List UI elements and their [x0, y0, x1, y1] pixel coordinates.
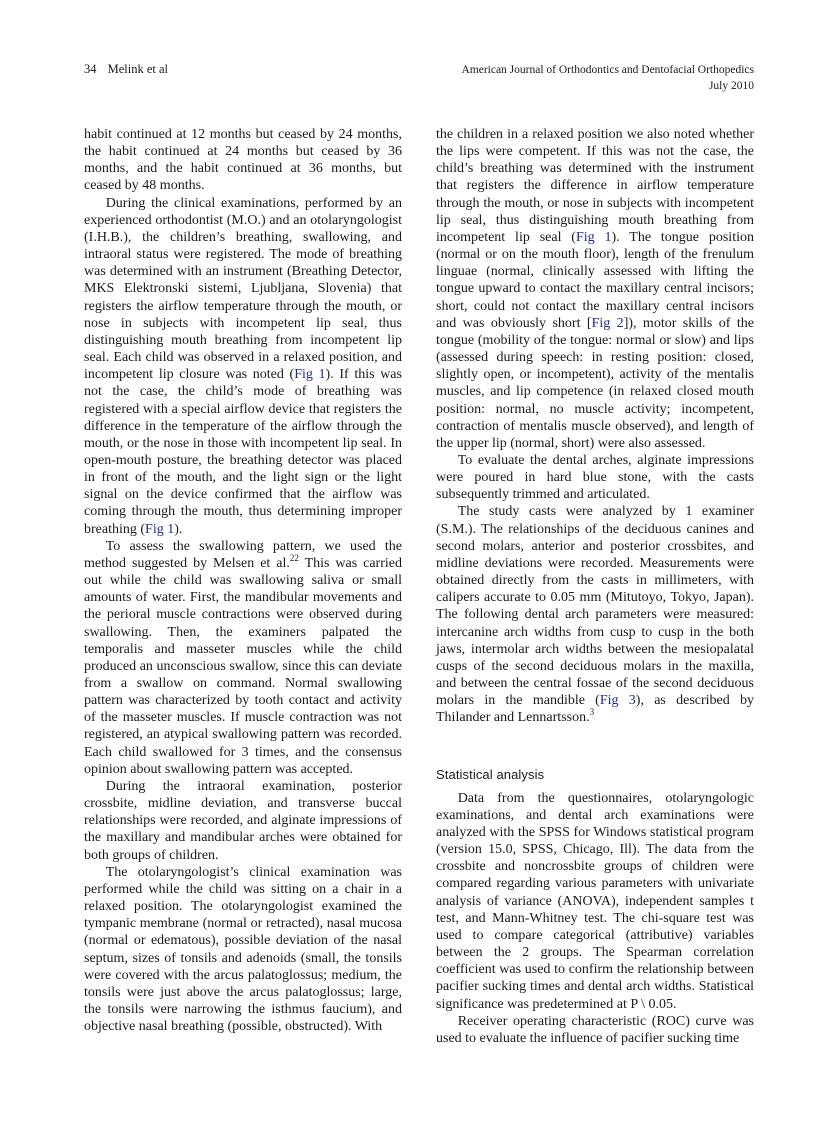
figure-link-fig3[interactable]: Fig 3: [599, 693, 636, 709]
figure-link-fig1[interactable]: Fig 1: [145, 521, 175, 537]
running-header-right: [461, 62, 754, 94]
paragraph-text: To assess the swallowing pattern, we used the method suggested by Melsen et al.: [84, 538, 402, 571]
paragraph: [84, 538, 402, 778]
paragraph-text: ]), motor skills of the tongue (mobility of the tongue: normal or slow) and lips (assessed during speech: in resting position: closed, slightly open, or incompetent), activity of the mentalis muscles, and lip competence (in relaxed closed mouth position: normal, no muscle activity; incompetent, contraction of mentalis muscle observed), and length of the upper lip (normal, short) were also assessed.: [436, 315, 754, 451]
paragraph-text: ). The tongue position (normal or on the mouth floor), length of the frenulum linguae (normal, clinically assessed with lifting the tongue upward to contact the maxillary central incisors; short, could not contact the maxillary central incisors and was obviously short [: [436, 229, 754, 331]
paragraph-text: ). If this was not the case, the child’s mode of breathing was registered with a special airflow device that registers the difference in the temperature of the airflow through the mouth, or the nose in those with incompetent lip seal. In open-mouth posture, the breathing detector was placed in front of the mouth, and the light sign or the light signal on the device confirmed that the airflow was coming through the mouth, thus determining improper breathing (: [84, 367, 402, 537]
paragraph-text: ), as described by Thilander and Lennartsson.: [436, 693, 755, 726]
figure-link-fig1[interactable]: Fig 1: [294, 367, 326, 383]
paragraph: The otolaryngologist’s clinical examination was performed while the child was sitting on a chair in a relaxed position. The otolaryngologist examined the tympanic membrane (normal or retracted), nasal mucosa (normal or edematous), possible deviation of the nasal septum, sizes of tonsils and adenoids (small, the tonsils were covered with the arcus palatoglossus; medium, the tonsils were just above the arcus palatoglossus; large, the tonsils were narrowing the isthmus faucium), and objective nasal breathing (possible, obstructed). With: [84, 864, 402, 1035]
figure-link-fig2[interactable]: Fig 2: [591, 315, 624, 331]
paragraph: [84, 195, 402, 538]
section-heading: Statistical analysis: [436, 767, 545, 783]
paragraph-text: This was carried out while the child was swallowing saliva or small amounts of water. First, the mandibular movements and the perioral muscle contractions were observed during swallowing. Then, the examiners palpated the temporalis and masseter muscles while the child produced an unconscious swallow, since this can deviate from a swallow on command. Normal swallowing pattern was characterized by tooth contact and activity of the masseter muscles. If muscle contraction was not registered, an atypical swallowing pattern was recorded. Each child swallowed for 3 times, and the consensus opinion about swallowing pattern was accepted.: [84, 555, 402, 777]
left-column: [84, 126, 402, 1035]
paragraph-text: During the clinical examinations, performed by an experienced orthodontist (M.O.) and an otolaryngologist (I.H.B.), the children’s breathing, swallowing, and intraoral status were registered. The mode of breathing was determined with an instrument (Breathing Detector, MKS Elektronski sistemi, Ljubljana, Slovenia) that registers the airflow temperature through the mouth, or nose in subjects with incompetent lip seal, thus distinguishing mouth breathing from incompetent lip seal. Each child was observed in a relaxed position, and incompetent lip closure was noted (: [84, 195, 402, 383]
figure-link-fig1[interactable]: Fig 1: [575, 229, 612, 245]
paragraph: [436, 126, 754, 452]
paragraph: Receiver operating characteristic (ROC) curve was used to evaluate the influence of pacifier sucking time: [436, 1013, 754, 1046]
paragraph-text: the children in a relaxed position we also noted whether the lips were competent. If this was not the case, the child’s breathing was determined with the instrument that registers the difference in airflow temperature through the mouth, or nose in subjects with incompetent lip seal, thus distinguishing mouth breathing from incompetent lip seal (: [436, 127, 754, 245]
paragraph: [436, 503, 754, 726]
reference-link[interactable]: 22: [289, 552, 299, 563]
running-authors: Melink et al: [107, 62, 169, 76]
page-number: 34: [84, 62, 97, 76]
journal-title: American Journal of Orthodontics and Dentofacial Orthopedics: [461, 64, 754, 76]
paragraph: To evaluate the dental arches, alginate impressions were poured in hard blue stone, with the casts subsequently trimmed and articulated.: [436, 452, 754, 503]
paragraph-text: The study casts were analyzed by 1 examiner (S.M.). The relationships of the deciduous canines and second molars, anterior and posterior crossbites, and midline deviations were recorded. Measurements were obtained directly from the casts in millimeters, with calipers accurate to 0.05 mm (Mitutoyo, Tokyo, Japan). The following dental arch parameters were measured: intercanine arch widths from cusp to cusp in the both jaws, intermolar arch widths between the mesiopalatal cusps of the second deciduous molars in the maxilla, and between the central fossae of the second deciduous molars in the mandible (: [436, 504, 754, 709]
paragraph-text: ).: [174, 521, 183, 537]
right-column: [436, 126, 754, 1047]
paragraph: habit continued at 12 months but ceased by 24 months, the habit continued at 24 months but ceased by 36 months, and the habit continued at 36 months, but ceased by 48 months.: [84, 127, 402, 194]
paragraph: Data from the questionnaires, otolaryngologic examinations, and dental arch examinations were analyzed with the SPSS for Windows statistical program (version 15.0, SPSS, Chicago, Ill). The data from the crossbite and noncrossbite groups of children were compared regarding various parameters with univariate analysis of variance (ANOVA), independent samples t test, and Mann-Whitney test. The chi-square test was used to compare categorical (attributive) variables between the 2 groups. The Spearman correlation coefficient was used to confirm the relationship between pacifier sucking times and dental arch widths. Statistical significance was predetermined at P \ 0.05.: [436, 790, 754, 1012]
issue-date: July 2010: [708, 80, 754, 92]
paragraph: During the intraoral examination, posterior crossbite, midline deviation, and transverse buccal relationships were recorded, and alginate impressions of the maxillary and mandibular arches were obtained for both groups of children.: [84, 778, 402, 863]
running-header-left: [84, 62, 168, 77]
reference-link[interactable]: 3: [589, 707, 595, 718]
